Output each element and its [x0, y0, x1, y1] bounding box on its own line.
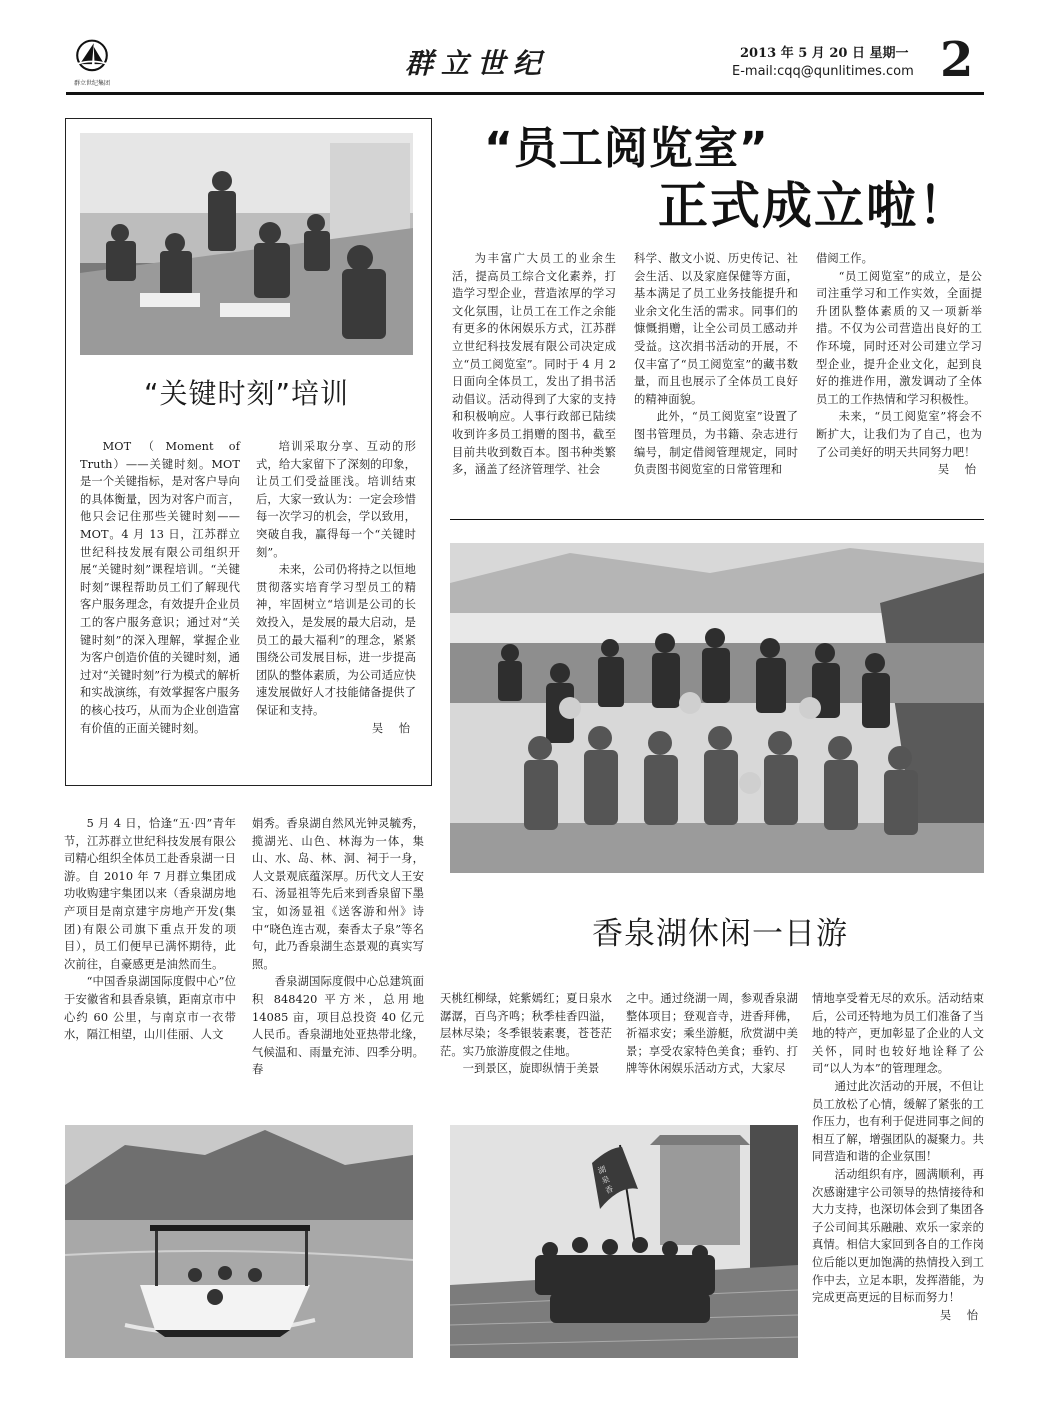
- paragraph: 科学、散文小说、历史传记、社会生活、以及家庭保健等方面，基本满足了员工业务技能提升和业余文化生活的需求。同事们的慷慨捐赠，让全公司员工感动并受益。这次捐书活动的开展，不仅丰富了“员工阅览室”的藏书数量，而且也展示了全体员工良好的精神面貌。: [634, 252, 798, 406]
- paragraph: 未来，公司仍将持之以恒地贯彻落实培育学习型员工的精神，牢固树立“培训是公司的长效投入，是发展的最大启动，是员工的最大福利”的理念，紧紧围绕公司发展目标，进一步提高团队的整体素质，为公司适应快速发展做好人才技能储备提供了保证和支持。: [256, 563, 416, 717]
- training-column-2: [256, 438, 416, 737]
- paragraph: 活动组织有序，圆满顺利，再次感谢建宇公司领导的热情接待和大力支持，也深切体会到了集团各子公司间其乐融融、欢乐一家亲的真情。相信大家回到各自的工作岗位后能以更加饱满的热情投入到工作中去，立足本职，发挥潜能，为完成更高更远的目标而努力！: [812, 1167, 984, 1305]
- masthead-rule: [66, 92, 984, 95]
- lake-trip-column-5: [812, 990, 984, 1324]
- paragraph: “员工阅览室”的成立，是公司注重学习和工作实效，全面提升团队整体素质的又一项新举措。不仅为公司营造出良好的工作环境，同时还对公司建立学习型企业，提升企业文化，起到良好的推进作用，激发调动了全体员工的工作热情和学习积极性。: [816, 269, 982, 406]
- paragraph: 香泉湖国际度假中心总建筑面积 848420 平方米，总用地 14085 亩，项目总投资 40 亿元人民币。香泉湖地处亚热带北缘，气候温和、雨量充沛、四季分明。春: [252, 975, 424, 1077]
- page-number: 2: [940, 32, 974, 88]
- paragraph: 此外，“员工阅览室”设置了图书管理员，为书籍、杂志进行编号，制定借阅管理规定，同时负责图书阅览室的日常管理和: [634, 410, 798, 477]
- reading-room-column-1: [452, 250, 616, 479]
- logo: [68, 38, 116, 87]
- training-photo: [80, 133, 413, 355]
- paper-name: 群立世纪: [405, 47, 550, 80]
- lake-trip-headline: 香泉湖休闲一日游: [592, 916, 848, 952]
- training-headline: “关键时刻”培训: [143, 377, 349, 410]
- paragraph: 情地享受着无尽的欢乐。活动结束后，公司还特地为员工们准备了当地的特产，更加彰显了企业的人文关怀，同时也较好地诠释了公司“以人为本”的管理理念。: [812, 992, 984, 1076]
- flag-photo: [450, 1125, 798, 1358]
- date-line: 2013 年 5 月 20 日 星期一: [740, 46, 909, 61]
- lake-trip-author: 吴 怡: [939, 1308, 984, 1322]
- paragraph: “中国香泉湖国际度假中心”位于安徽省和县香泉镇，距南京市中心约 60 公里，与南京市一衣带水，隔江相望，山川佳丽、人文: [64, 975, 236, 1042]
- lake-trip-column-1: [64, 815, 236, 1044]
- reading-room-column-2: [634, 250, 798, 479]
- boat-photo: [65, 1125, 413, 1358]
- paragraph: 培训采取分享、互动的形式，给大家留下了深刻的印象，让员工们受益匪浅。培训结束后，大家一致认为：一定会珍惜每一次学习的机会，学以致用，突破自我，赢得每一个“关键时刻”。: [256, 440, 416, 559]
- paragraph: 通过此次活动的开展，不但让员工放松了心情，缓解了紧张的工作压力，也有利于促进同事之间的相互了解，增强团队的凝聚力。共同营造和谐的企业氛围！: [812, 1079, 984, 1164]
- lake-trip-column-2: [252, 815, 424, 1079]
- paragraph: MOT（Moment of Truth）——关键时刻。MOT 是一个关键指标，是对客户导向的具体衡量，因为对客户而言，他只会记住那些关键时刻——MOT。4 月 13 日，江苏群立世纪科技发展有限公司组织开展“关键时刻”课程培训。“关键时刻”课程帮助员工们了解现代客户服务理念，有效提升企业员工的客户服务意识；通过对“关键时刻”的深入理解，掌握企业为客户创造价值的关键时刻，通过对“关键时刻”行为模式的解析和实战演练，有效掌握客户服务的核心技巧，从而为企业创造富有价值的正面关键时刻。: [80, 440, 240, 735]
- paragraph: 天桃红柳绿，姹紫嫣红；夏日泉水潺潺，百鸟齐鸣；秋季桂香四溢，层林尽染；冬季银装素裹，苍苍茫茫。实乃旅游度假之佳地。: [440, 992, 612, 1058]
- paragraph: 之中。通过绕湖一周，参观香泉湖整体项目；登观音寺，进香拜佛，祈福求安；乘坐游艇，欣赏湖中美景；享受农家特色美食；垂钓、打牌等休闲娱乐活动方式，大家尽: [626, 992, 798, 1076]
- group-photo: [450, 543, 984, 873]
- lake-trip-column-3: [440, 990, 612, 1078]
- reading-room-author: 吴 怡: [937, 463, 982, 477]
- reading-room-headline-2: 正式成立啦！: [658, 177, 970, 235]
- training-author: 吴 怡: [371, 721, 416, 735]
- logo-icon: [68, 38, 116, 78]
- flag-text: 湖 泉 香: [596, 1164, 615, 1195]
- reading-room-column-3: [816, 250, 982, 479]
- paragraph: 为丰富广大员工的业余生活，提高员工综合文化素养，打造学习型企业，营造浓厚的学习文化氛围，让员工在工作之余能有更多的休闲娱乐方式，江苏群立世纪科技发展有限公司决定成立“员工阅览室”。同时于 4 月 2 日面向全体员工，发出了捐书活动倡议。活动得到了大家的支持和积极响应。人事行政部已陆续收到许多员工捐赠的图书，截至目前共收到数百本。图书种类繁多，涵盖了经济管理学、社会: [452, 252, 616, 477]
- paragraph: 一到景区，旋即纵情于美景: [462, 1062, 600, 1076]
- reading-room-headline-1: “员工阅览室”: [484, 123, 769, 174]
- training-column-1: [80, 438, 240, 737]
- section-divider: [450, 519, 984, 520]
- paragraph: 借阅工作。: [816, 252, 873, 265]
- logo-caption: 群立世纪集团: [73, 80, 110, 87]
- paragraph: 未来，“员工阅览室”将会不断扩大，让我们为了自己，也为了公司美好的明天共同努力吧！: [816, 410, 982, 459]
- lake-trip-column-4: [626, 990, 798, 1078]
- paragraph: 娟秀。香泉湖自然风光钟灵毓秀，揽湖光、山色、林海为一体，集山、水、岛、林、洞、祠于一身，人文景观底蕴深厚。历代文人王安石、汤显祖等先后来到香泉留下墨宝，如汤显祖《送客游和州》诗中“晓色连古观，秦香太子泉”等名句，此乃香泉湖生态景观的真实写照。: [252, 817, 424, 971]
- email: E-mail:cqq@qunlitimes.com: [732, 64, 914, 79]
- paragraph: 5 月 4 日，恰逢“五·四”青年节，江苏群立世纪科技发展有限公司精心组织全体员工赴香泉湖一日游。自 2010 年 7 月群立集团成功收购建宇集团以来（香泉湖房地产项目是南京建宇房地产开发(集团)有限公司旗下重点开发的项目），员工们便早已满怀期待，此次前往，自豪感更是油然而生。: [64, 817, 236, 971]
